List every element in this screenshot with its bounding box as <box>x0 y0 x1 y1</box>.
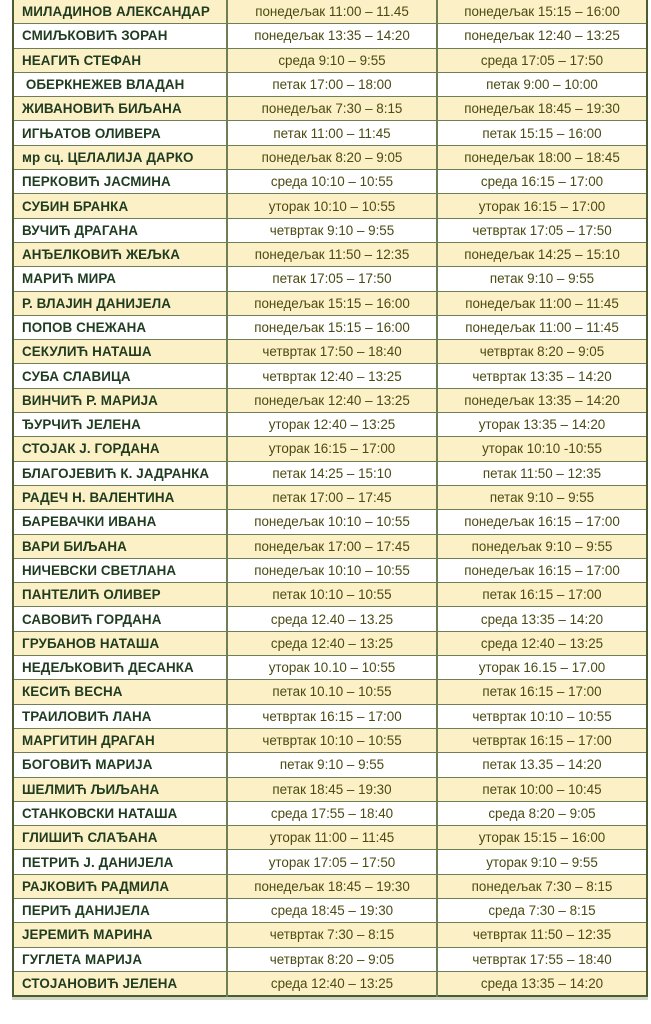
second-consultation-time-cell: понедељак 15:15 – 16:00 <box>437 0 647 24</box>
second-consultation-time-cell: четвртак 10:10 – 10:55 <box>437 704 647 728</box>
first-consultation-time-cell: понедељак 15:15 – 16:00 <box>227 291 437 315</box>
first-consultation-time-cell: среда 12:40 – 13:25 <box>227 971 437 996</box>
second-consultation-time-cell: понедељак 16:15 – 17:00 <box>437 558 647 582</box>
table-row <box>13 437 647 461</box>
second-consultation-time-cell: понедељак 18:45 – 19:30 <box>437 97 647 121</box>
table-row <box>13 971 647 996</box>
teacher-name-cell: ЈЕРЕМИЋ МАРИНА <box>13 923 227 947</box>
teacher-name-cell: ПЕТРИЋ Ј. ДАНИЈЕЛА <box>13 850 227 874</box>
first-consultation-time-cell: уторак 17:05 – 17:50 <box>227 850 437 874</box>
table-row <box>13 777 647 801</box>
teacher-name-cell: БОГОВИЋ МАРИЈА <box>13 753 227 777</box>
teacher-name-cell: ЂУРЧИЋ ЈЕЛЕНА <box>13 413 227 437</box>
second-consultation-time-cell: четвртак 17:55 – 18:40 <box>437 947 647 971</box>
first-consultation-time-cell: среда 12:40 – 13:25 <box>227 631 437 655</box>
first-consultation-time-cell: четвртак 9:10 – 9:55 <box>227 218 437 242</box>
teacher-name-cell: КЕСИЋ ВЕСНА <box>13 680 227 704</box>
first-consultation-time-cell: среда 10:10 – 10:55 <box>227 170 437 194</box>
teacher-name-cell: ГРУБАНОВ НАТАША <box>13 631 227 655</box>
first-consultation-time-cell: понедељак 11:00 – 11.45 <box>227 0 437 24</box>
first-consultation-time-cell: понедељак 12:40 – 13:25 <box>227 388 437 412</box>
second-consultation-time-cell: среда 13:35 – 14:20 <box>437 971 647 996</box>
first-consultation-time-cell: четвртак 8:20 – 9:05 <box>227 947 437 971</box>
teacher-name-cell: РАДЕЧ Н. ВАЛЕНТИНА <box>13 485 227 509</box>
first-consultation-time-cell: уторак 16:15 – 17:00 <box>227 437 437 461</box>
teacher-name-cell: МАРИЋ МИРА <box>13 267 227 291</box>
table-row <box>13 121 647 145</box>
table-row <box>13 558 647 582</box>
first-consultation-time-cell: понедељак 11:50 – 12:35 <box>227 242 437 266</box>
first-consultation-time-cell: понедељак 8:20 – 9:05 <box>227 145 437 169</box>
table-row <box>13 218 647 242</box>
first-consultation-time-cell: петак 17:00 – 18:00 <box>227 72 437 96</box>
first-consultation-time-cell: среда 12.40 – 13.25 <box>227 607 437 631</box>
teacher-name-cell: СМИЉКОВИЋ ЗОРАН <box>13 24 227 48</box>
first-consultation-time-cell: понедељак 13:35 – 14:20 <box>227 24 437 48</box>
table-row <box>13 291 647 315</box>
second-consultation-time-cell: петак 16:15 – 17:00 <box>437 680 647 704</box>
second-consultation-time-cell: петак 11:50 – 12:35 <box>437 461 647 485</box>
table-row <box>13 923 647 947</box>
table-row <box>13 170 647 194</box>
teacher-name-cell: БАРЕВАЧКИ ИВАНА <box>13 510 227 534</box>
table-row <box>13 728 647 752</box>
second-consultation-time-cell: петак 10:00 – 10:45 <box>437 777 647 801</box>
table-row <box>13 485 647 509</box>
teacher-name-cell: ПАНТЕЛИЋ ОЛИВЕР <box>13 583 227 607</box>
table-row <box>13 753 647 777</box>
second-consultation-time-cell: понедељак 7:30 – 8:15 <box>437 874 647 898</box>
first-consultation-time-cell: среда 17:55 – 18:40 <box>227 801 437 825</box>
table-row <box>13 607 647 631</box>
first-consultation-time-cell: петак 18:45 – 19:30 <box>227 777 437 801</box>
schedule-table-body <box>13 0 647 996</box>
table-row <box>13 340 647 364</box>
first-consultation-time-cell: уторак 12:40 – 13:25 <box>227 413 437 437</box>
teacher-name-cell: ПЕРКОВИЋ ЈАСМИНА <box>13 170 227 194</box>
first-consultation-time-cell: уторак 11:00 – 11:45 <box>227 826 437 850</box>
first-consultation-time-cell: четвртак 17:50 – 18:40 <box>227 340 437 364</box>
second-consultation-time-cell: понедељак 13:35 – 14:20 <box>437 388 647 412</box>
table-row <box>13 315 647 339</box>
teacher-name-cell: Р. ВЛАЈИН ДАНИЈЕЛА <box>13 291 227 315</box>
second-consultation-time-cell: четвртак 13:35 – 14:20 <box>437 364 647 388</box>
first-consultation-time-cell: петак 10.10 – 10:55 <box>227 680 437 704</box>
table-row <box>13 534 647 558</box>
first-consultation-time-cell: уторак 10:10 – 10:55 <box>227 194 437 218</box>
second-consultation-time-cell: четвртак 8:20 – 9:05 <box>437 340 647 364</box>
table-row <box>13 48 647 72</box>
teacher-name-cell: АНЂЕЛКОВИЋ ЖЕЉКА <box>13 242 227 266</box>
first-consultation-time-cell: петак 17:05 – 17:50 <box>227 267 437 291</box>
first-consultation-time-cell: понедељак 15:15 – 16:00 <box>227 315 437 339</box>
teacher-name-cell: ГУГЛЕТА МАРИЈА <box>13 947 227 971</box>
consultation-schedule-table <box>12 0 648 997</box>
first-consultation-time-cell: понедељак 7:30 – 8:15 <box>227 97 437 121</box>
second-consultation-time-cell: петак 16:15 – 17:00 <box>437 583 647 607</box>
teacher-name-cell: ПОПОВ СНЕЖАНА <box>13 315 227 339</box>
teacher-name-cell: ПЕРИЋ ДАНИЈЕЛА <box>13 898 227 922</box>
table-row <box>13 874 647 898</box>
teacher-name-cell: ШЕЛМИЋ ЉИЉАНА <box>13 777 227 801</box>
table-row <box>13 656 647 680</box>
second-consultation-time-cell: четвртак 11:50 – 12:35 <box>437 923 647 947</box>
table-row <box>13 364 647 388</box>
teacher-name-cell: ТРАИЛОВИЋ ЛАНА <box>13 704 227 728</box>
first-consultation-time-cell: петак 14:25 – 15:10 <box>227 461 437 485</box>
second-consultation-time-cell: понедељак 12:40 – 13:25 <box>437 24 647 48</box>
table-row <box>13 242 647 266</box>
second-consultation-time-cell: среда 12:40 – 13:25 <box>437 631 647 655</box>
table-row <box>13 72 647 96</box>
teacher-name-cell: ВАРИ БИЉАНА <box>13 534 227 558</box>
teacher-name-cell: РАЈКОВИЋ РАДМИЛА <box>13 874 227 898</box>
second-consultation-time-cell: уторак 16:15 – 17:00 <box>437 194 647 218</box>
teacher-name-cell: МИЛАДИНОВ АЛЕКСАНДАР <box>13 0 227 24</box>
table-row <box>13 267 647 291</box>
first-consultation-time-cell: петак 9:10 – 9:55 <box>227 753 437 777</box>
teacher-name-cell: СУБА СЛАВИЦА <box>13 364 227 388</box>
table-row <box>13 388 647 412</box>
first-consultation-time-cell: понедељак 18:45 – 19:30 <box>227 874 437 898</box>
second-consultation-time-cell: среда 17:05 – 17:50 <box>437 48 647 72</box>
second-consultation-time-cell: среда 13:35 – 14:20 <box>437 607 647 631</box>
second-consultation-time-cell: понедељак 18:00 – 18:45 <box>437 145 647 169</box>
teacher-name-cell: мр сц. ЦЕЛАЛИЈА ДАРКО <box>13 145 227 169</box>
teacher-name-cell: БЛАГОЈЕВИЋ К. ЈАДРАНКА <box>13 461 227 485</box>
table-row <box>13 413 647 437</box>
teacher-name-cell: ВИНЧИЋ Р. МАРИЈА <box>13 388 227 412</box>
table-row <box>13 145 647 169</box>
teacher-name-cell: НЕАГИЋ СТЕФАН <box>13 48 227 72</box>
first-consultation-time-cell: понедељак 10:10 – 10:55 <box>227 558 437 582</box>
first-consultation-time-cell: четвртак 7:30 – 8:15 <box>227 923 437 947</box>
teacher-name-cell: СТОЈАНОВИЋ ЈЕЛЕНА <box>13 971 227 996</box>
second-consultation-time-cell: четвртак 17:05 – 17:50 <box>437 218 647 242</box>
second-consultation-time-cell: четвртак 16:15 – 17:00 <box>437 728 647 752</box>
first-consultation-time-cell: четвртак 10:10 – 10:55 <box>227 728 437 752</box>
table-row <box>13 510 647 534</box>
first-consultation-time-cell: среда 9:10 – 9:55 <box>227 48 437 72</box>
first-consultation-time-cell: понедељак 17:00 – 17:45 <box>227 534 437 558</box>
table-row <box>13 583 647 607</box>
first-consultation-time-cell: четвртак 16:15 – 17:00 <box>227 704 437 728</box>
table-row <box>13 461 647 485</box>
teacher-name-cell: ОБЕРКНЕЖЕВ ВЛАДАН <box>13 72 227 96</box>
second-consultation-time-cell: уторак 10:10 -10:55 <box>437 437 647 461</box>
table-row <box>13 850 647 874</box>
table-row <box>13 826 647 850</box>
teacher-name-cell: СЕКУЛИЋ НАТАША <box>13 340 227 364</box>
second-consultation-time-cell: петак 15:15 – 16:00 <box>437 121 647 145</box>
second-consultation-time-cell: петак 9:00 – 10:00 <box>437 72 647 96</box>
teacher-name-cell: САВОВИЋ ГОРДАНА <box>13 607 227 631</box>
table-row <box>13 0 647 24</box>
table-row <box>13 24 647 48</box>
teacher-name-cell: МАРГИТИН ДРАГАН <box>13 728 227 752</box>
first-consultation-time-cell: понедељак 10:10 – 10:55 <box>227 510 437 534</box>
teacher-name-cell: СТАНКОВСКИ НАТАША <box>13 801 227 825</box>
second-consultation-time-cell: понедељак 11:00 – 11:45 <box>437 315 647 339</box>
second-consultation-time-cell: среда 7:30 – 8:15 <box>437 898 647 922</box>
second-consultation-time-cell: петак 13.35 – 14:20 <box>437 753 647 777</box>
first-consultation-time-cell: петак 10:10 – 10:55 <box>227 583 437 607</box>
table-row <box>13 947 647 971</box>
first-consultation-time-cell: петак 17:00 – 17:45 <box>227 485 437 509</box>
second-consultation-time-cell: понедељак 16:15 – 17:00 <box>437 510 647 534</box>
second-consultation-time-cell: понедељак 14:25 – 15:10 <box>437 242 647 266</box>
second-consultation-time-cell: среда 16:15 – 17:00 <box>437 170 647 194</box>
second-consultation-time-cell: среда 8:20 – 9:05 <box>437 801 647 825</box>
first-consultation-time-cell: петак 11:00 – 11:45 <box>227 121 437 145</box>
teacher-name-cell: ИГЊАТОВ ОЛИВЕРА <box>13 121 227 145</box>
second-consultation-time-cell: понедељак 11:00 – 11:45 <box>437 291 647 315</box>
second-consultation-time-cell: уторак 9:10 – 9:55 <box>437 850 647 874</box>
teacher-name-cell: ВУЧИЋ ДРАГАНА <box>13 218 227 242</box>
second-consultation-time-cell: петак 9:10 – 9:55 <box>437 267 647 291</box>
table-row <box>13 680 647 704</box>
table-row <box>13 631 647 655</box>
teacher-name-cell: ЖИВАНОВИЋ БИЉАНА <box>13 97 227 121</box>
first-consultation-time-cell: четвртак 12:40 – 13:25 <box>227 364 437 388</box>
teacher-name-cell: ГЛИШИЋ СЛАЂАНА <box>13 826 227 850</box>
table-row <box>13 801 647 825</box>
table-row <box>13 194 647 218</box>
table-row <box>13 704 647 728</box>
second-consultation-time-cell: уторак 13:35 – 14:20 <box>437 413 647 437</box>
table-row <box>13 898 647 922</box>
table-row <box>13 97 647 121</box>
second-consultation-time-cell: петак 9:10 – 9:55 <box>437 485 647 509</box>
second-consultation-time-cell: уторак 16.15 – 17.00 <box>437 656 647 680</box>
first-consultation-time-cell: среда 18:45 – 19:30 <box>227 898 437 922</box>
second-consultation-time-cell: понедељак 9:10 – 9:55 <box>437 534 647 558</box>
teacher-name-cell: НЕДЕЉКОВИЋ ДЕСАНКА <box>13 656 227 680</box>
second-consultation-time-cell: уторак 15:15 – 16:00 <box>437 826 647 850</box>
first-consultation-time-cell: уторак 10.10 – 10:55 <box>227 656 437 680</box>
teacher-name-cell: СТОЈАК Ј. ГОРДАНА <box>13 437 227 461</box>
teacher-name-cell: СУБИН БРАНКА <box>13 194 227 218</box>
teacher-name-cell: НИЧЕВСКИ СВЕТЛАНА <box>13 558 227 582</box>
